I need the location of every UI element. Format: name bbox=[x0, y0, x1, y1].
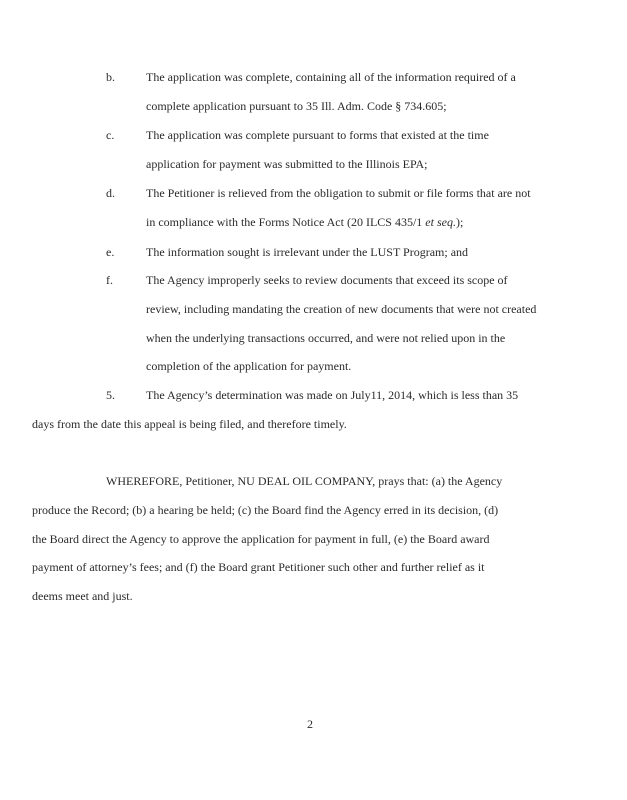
item-d-line-1: The Petitioner is relieved from the obligation to submit or file forms that are not bbox=[146, 186, 531, 200]
item-b-line-2: complete application pursuant to 35 Ill. Adm. Code § 734.605; bbox=[146, 99, 447, 113]
item-d-line-2-end: ); bbox=[455, 215, 464, 229]
paragraph-5-marker: 5. bbox=[106, 388, 115, 402]
item-f-line-2: review, including mandating the creation of new documents that were not created bbox=[146, 302, 537, 316]
item-c-line-1: The application was complete pursuant to forms that existed at the time bbox=[146, 128, 489, 142]
wherefore-line-2: produce the Record; (b) a hearing be held; (c) the Board find the Agency erred in its decision, (d) bbox=[32, 503, 499, 517]
item-e-marker: e. bbox=[106, 245, 115, 259]
item-e-line-1: The information sought is irrelevant under the LUST Program; and bbox=[146, 245, 469, 259]
page-number: 2 bbox=[307, 717, 313, 731]
item-f-line-1: The Agency improperly seeks to review documents that exceed its scope of bbox=[146, 273, 508, 287]
wherefore-line-1: WHEREFORE, Petitioner, NU DEAL OIL COMPANY, prays that: (a) the Agency bbox=[106, 474, 503, 488]
item-f-marker: f. bbox=[106, 273, 113, 287]
item-f-line-4: completion of the application for payment. bbox=[146, 359, 352, 373]
item-d-marker: d. bbox=[106, 186, 115, 200]
wherefore-line-5: deems meet and just. bbox=[32, 589, 133, 603]
item-d-line-2 bbox=[146, 215, 463, 229]
item-d-line-2-text: in compliance with the Forms Notice Act (20 ILCS 435/1 bbox=[146, 215, 423, 229]
wherefore-line-4: payment of attorney’s fees; and (f) the Board grant Petitioner such other and further relief as it bbox=[32, 560, 485, 574]
item-b-marker: b. bbox=[106, 70, 115, 84]
wherefore-line-3: the Board direct the Agency to approve the application for payment in full, (e) the Board award bbox=[32, 532, 490, 546]
item-c-line-2: application for payment was submitted to the Illinois EPA; bbox=[146, 157, 428, 171]
item-b-line-1: The application was complete, containing all of the information required of a bbox=[146, 70, 516, 84]
et-seq-italic: et seq. bbox=[425, 215, 456, 229]
item-c-marker: c. bbox=[106, 128, 115, 142]
paragraph-5-line-1: The Agency’s determination was made on July11, 2014, which is less than 35 bbox=[146, 388, 519, 402]
paragraph-5-line-2: days from the date this appeal is being filed, and therefore timely. bbox=[32, 417, 347, 431]
item-f-line-3: when the underlying transactions occurred, and were not relied upon in the bbox=[146, 331, 506, 345]
